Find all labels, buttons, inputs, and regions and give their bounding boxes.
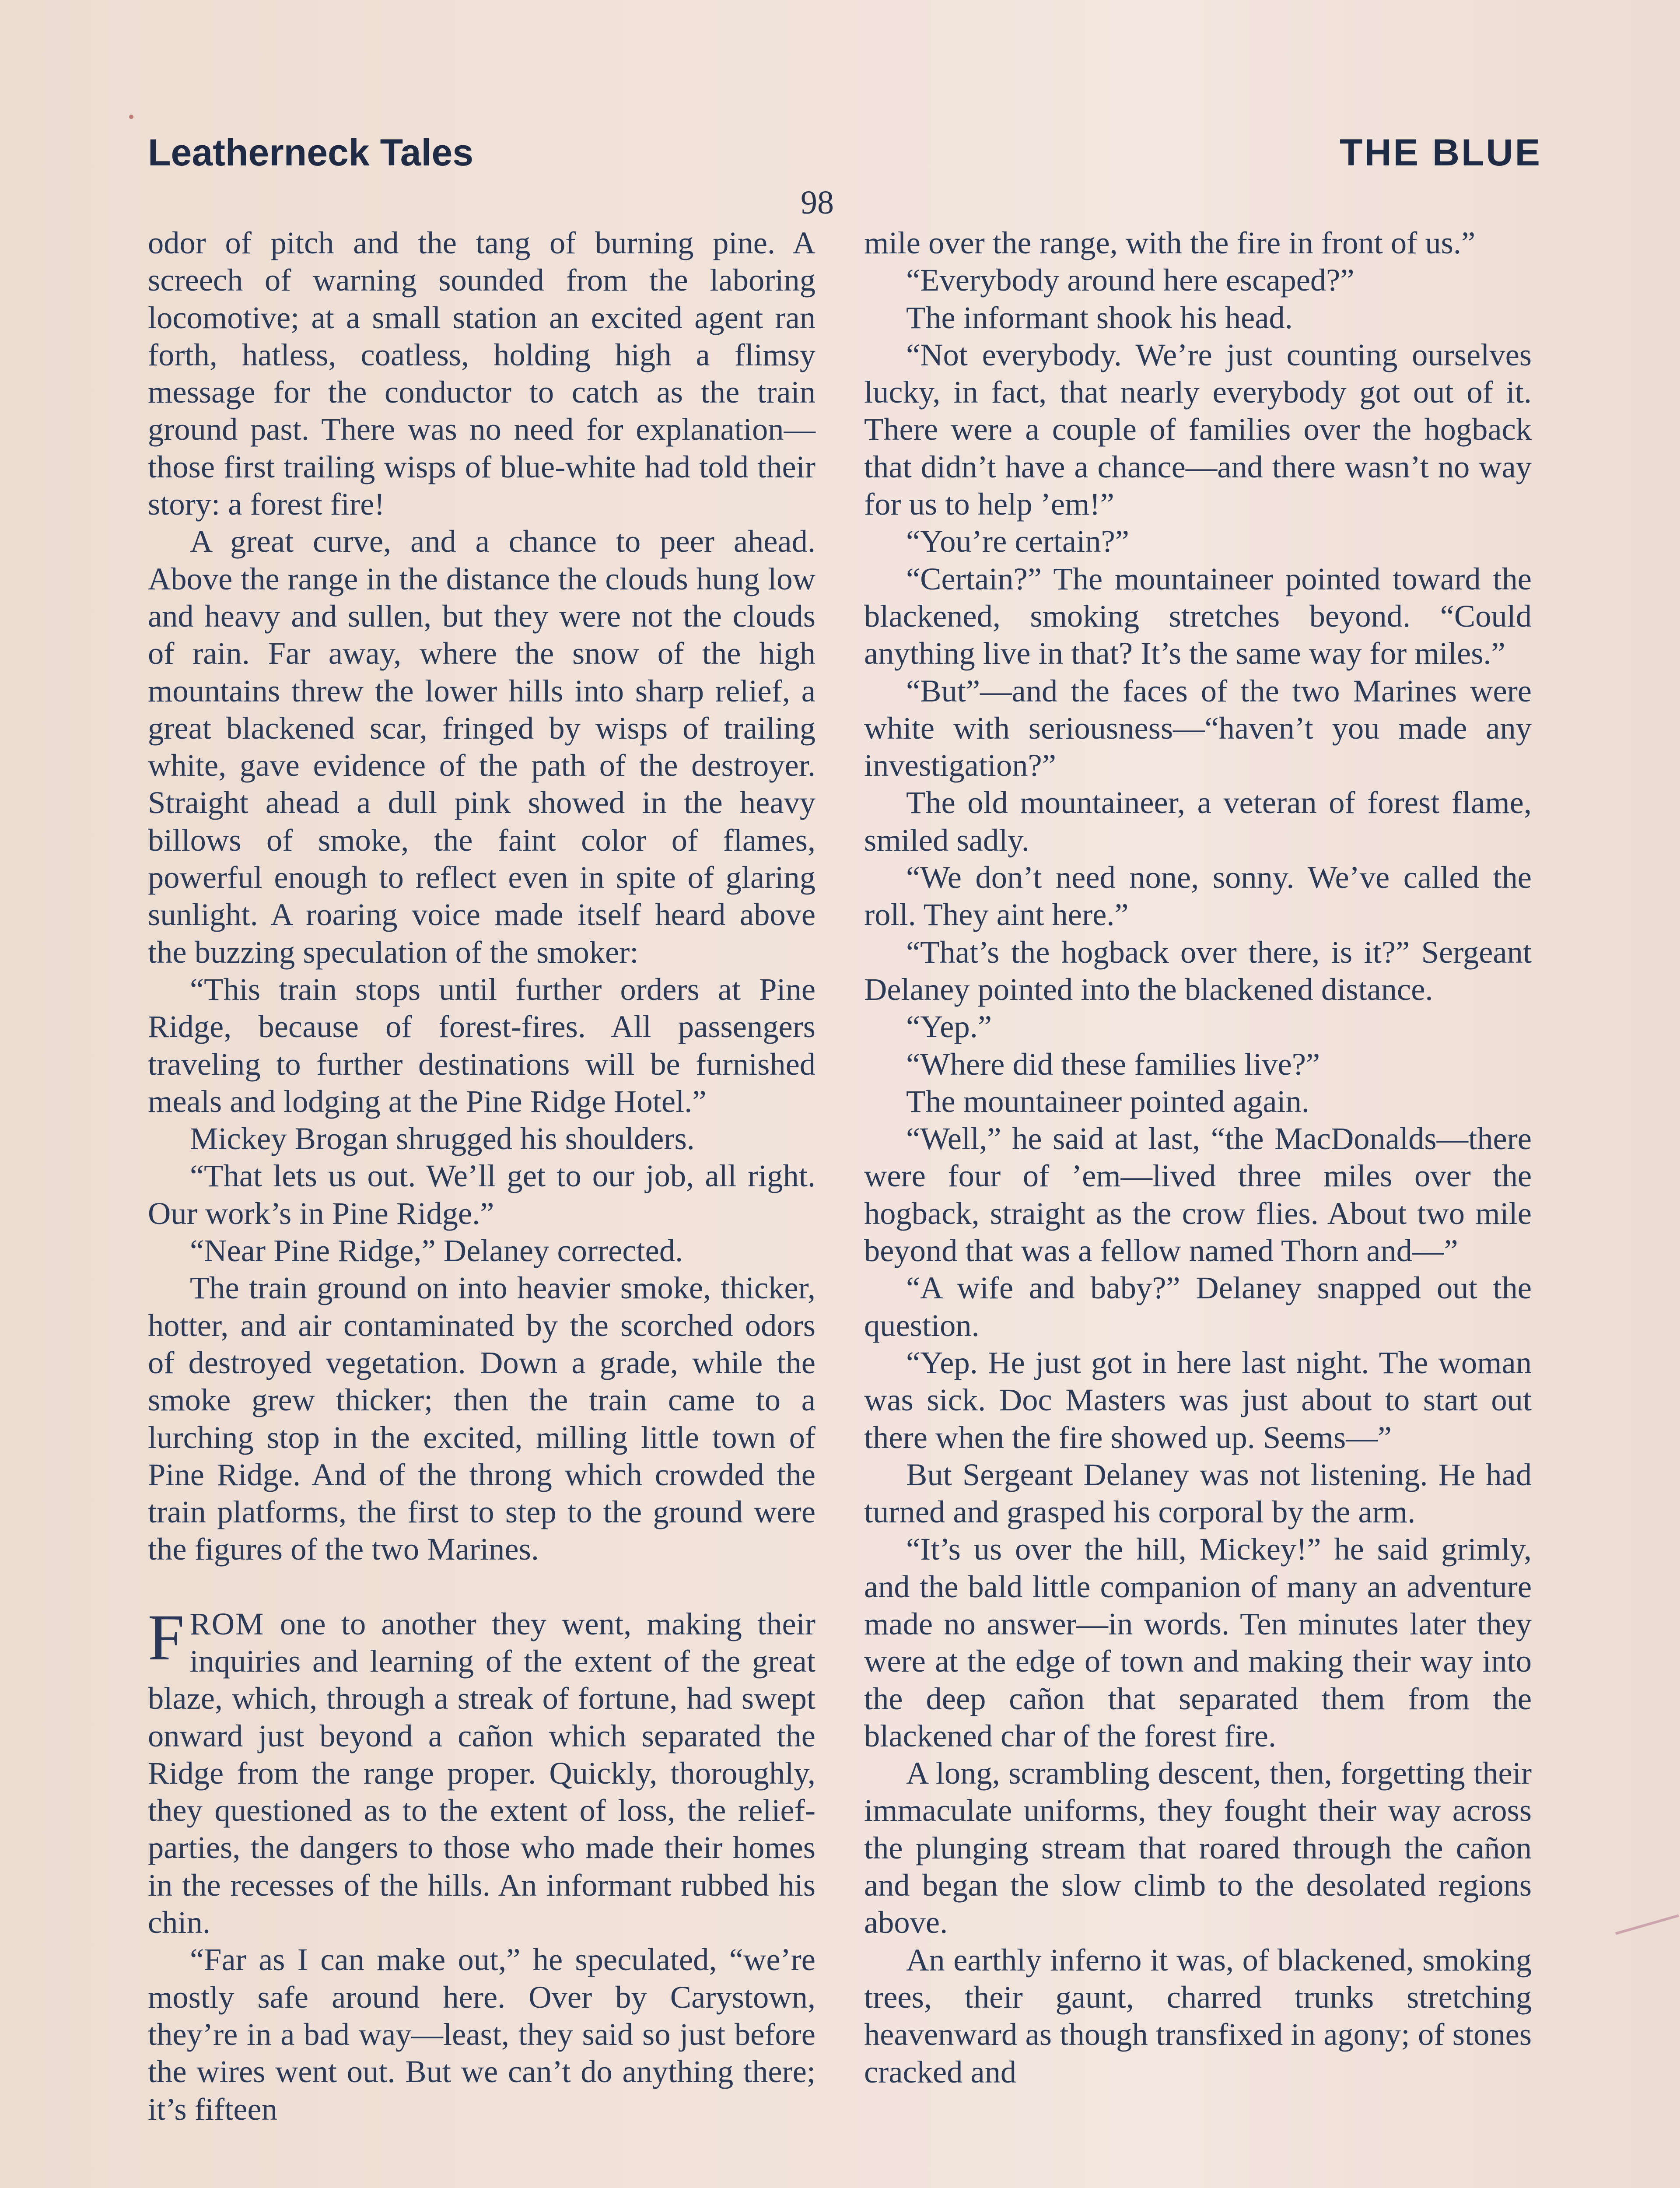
- ink-fleck: [129, 115, 133, 119]
- header-right-title: THE BLUE: [1340, 132, 1542, 174]
- paragraph: A long, scrambling descent, then, forgetting their immaculate uniforms, they fought their way across the plunging stream that roared through the cañon and began the slow climb to the desolated regions above.: [864, 1755, 1532, 1940]
- paragraph: mile over the range, with the fire in front of us.”: [864, 225, 1476, 260]
- running-header: [148, 131, 1542, 184]
- paragraph: “Where did these families live?”: [906, 1046, 1320, 1082]
- paragraph: “Yep.”: [906, 1009, 992, 1045]
- paragraph: “Near Pine Ridge,” Delaney corrected.: [190, 1233, 683, 1269]
- paragraph: An earthly inferno it was, of blackened, smoking trees, their gaunt, charred trunks stretching heavenward as though transfixed in agony; of stones cracked and: [864, 1942, 1532, 2090]
- section-text: one to another they went, making their inquiries and learning of the extent of the great blaze, which, through a streak of fortune, had swept onward just beyond a cañon which separated the Ridge from the range proper. Quickly, thoroughly, they questioned as to the extent of loss, the relief-parties, the dangers to those who made their homes in the recesses of the hills. An informant rubbed his chin.: [148, 1606, 816, 1940]
- paragraph: The mountaineer pointed again.: [906, 1083, 1310, 1119]
- paragraph: The old mountaineer, a veteran of forest flame, smiled sadly.: [864, 785, 1532, 858]
- header-left-title: Leatherneck Tales: [148, 132, 474, 174]
- paragraph: “Certain?” The mountaineer pointed toward the blackened, smoking stretches beyond. “Could anything live in that? It’s the same way for miles.”: [864, 561, 1532, 671]
- paragraph: “This train stops until further orders at Pine Ridge, because of forest-fires. All passengers traveling to further destinations will be furnished meals and lodging at the Pine Ridge Hotel.”: [148, 971, 816, 1119]
- paragraph: The informant shook his head.: [906, 299, 1293, 335]
- paragraph: odor of pitch and the tang of burning pine. A screech of warning sounded from the laboring locomotive; at a small station an excited agent ran forth, hatless, coatless, holding high a flimsy message for the conductor to catch as the train ground past. There was no need for explanation—those first trailing wisps of blue-white had told their story: a forest fire!: [148, 225, 816, 522]
- right-column: [864, 224, 1532, 2090]
- paragraph: The train ground on into heavier smoke, thicker, hotter, and air contaminated by the scorched odors of destroyed vegetation. Down a grade, while the smoke grew thicker; then the train came to a lurching stop in the excited, milling little town of Pine Ridge. And of the throng which crowded the train platforms, the first to step to the ground were the figures of the two Marines.: [148, 1270, 816, 1567]
- section-opening-paragraph: [148, 1601, 816, 1941]
- section-lead-word: ROM: [189, 1606, 265, 1641]
- paragraph: “But”—and the faces of the two Marines were white with seriousness—“haven’t you made any investigation?”: [864, 673, 1532, 783]
- paragraph: “A wife and baby?” Delaney snapped out the question.: [864, 1270, 1532, 1343]
- drop-cap: F: [148, 1601, 185, 1674]
- paragraph: A great curve, and a chance to peer ahead. Above the range in the distance the clouds hung low and heavy and sullen, but they were not the clouds of rain. Far away, where the snow of the high mountains threw the lower hills into sharp relief, a great blackened scar, fringed by wisps of trailing white, gave evidence of the path of the destroyer. Straight ahead a dull pink showed in the heavy billows of smoke, the faint color of flames, powerful enough to reflect even in spite of glaring sunlight. A roaring voice made itself heard above the buzzing speculation of the smoker:: [148, 523, 816, 970]
- pen-mark: [1615, 1914, 1679, 1935]
- paragraph: Mickey Brogan shrugged his shoulders.: [190, 1121, 695, 1157]
- page-number: 98: [801, 184, 834, 221]
- paragraph: “You’re certain?”: [906, 523, 1129, 559]
- left-column: [148, 224, 816, 2128]
- paragraph: “That lets us out. We’ll get to our job, all right. Our work’s in Pine Ridge.”: [148, 1158, 816, 1231]
- paragraph: “It’s us over the hill, Mickey!” he said grimly, and the bald little companion of many an adventure made no answer—in words. Ten minutes later they were at the edge of town and making their way into the deep cañon that separated them from the blackened char of the forest fire.: [864, 1531, 1532, 1753]
- paragraph: “Far as I can make out,” he speculated, “we’re mostly safe around here. Over by Carystown, they’re in a bad way—least, they said so just before the wires went out. But we can’t do anything there; it’s fifteen: [148, 1942, 816, 2127]
- paragraph: But Sergeant Delaney was not listening. He had turned and grasped his corporal by the arm.: [864, 1456, 1532, 1530]
- paragraph: “That’s the hogback over there, is it?” Sergeant Delaney pointed into the blackened distance.: [864, 934, 1532, 1007]
- paragraph: “We don’t need none, sonny. We’ve called the roll. They aint here.”: [864, 859, 1532, 933]
- paragraph: “Everybody around here escaped?”: [906, 262, 1354, 298]
- paragraph: “Well,” he said at last, “the MacDonalds—there were four of ’em—lived three miles over the hogback, straight as the crow flies. About two mile beyond that was a fellow named Thorn and—”: [864, 1121, 1532, 1269]
- paragraph: “Yep. He just got in here last night. The woman was sick. Doc Masters was just about to start out there when the fire showed up. Seems—”: [864, 1344, 1532, 1455]
- paragraph: “Not everybody. We’re just counting ourselves lucky, in fact, that nearly everybody got out of it. There were a couple of families over the hogback that didn’t have a chance—and there wasn’t no way for us to help ’em!”: [864, 337, 1532, 522]
